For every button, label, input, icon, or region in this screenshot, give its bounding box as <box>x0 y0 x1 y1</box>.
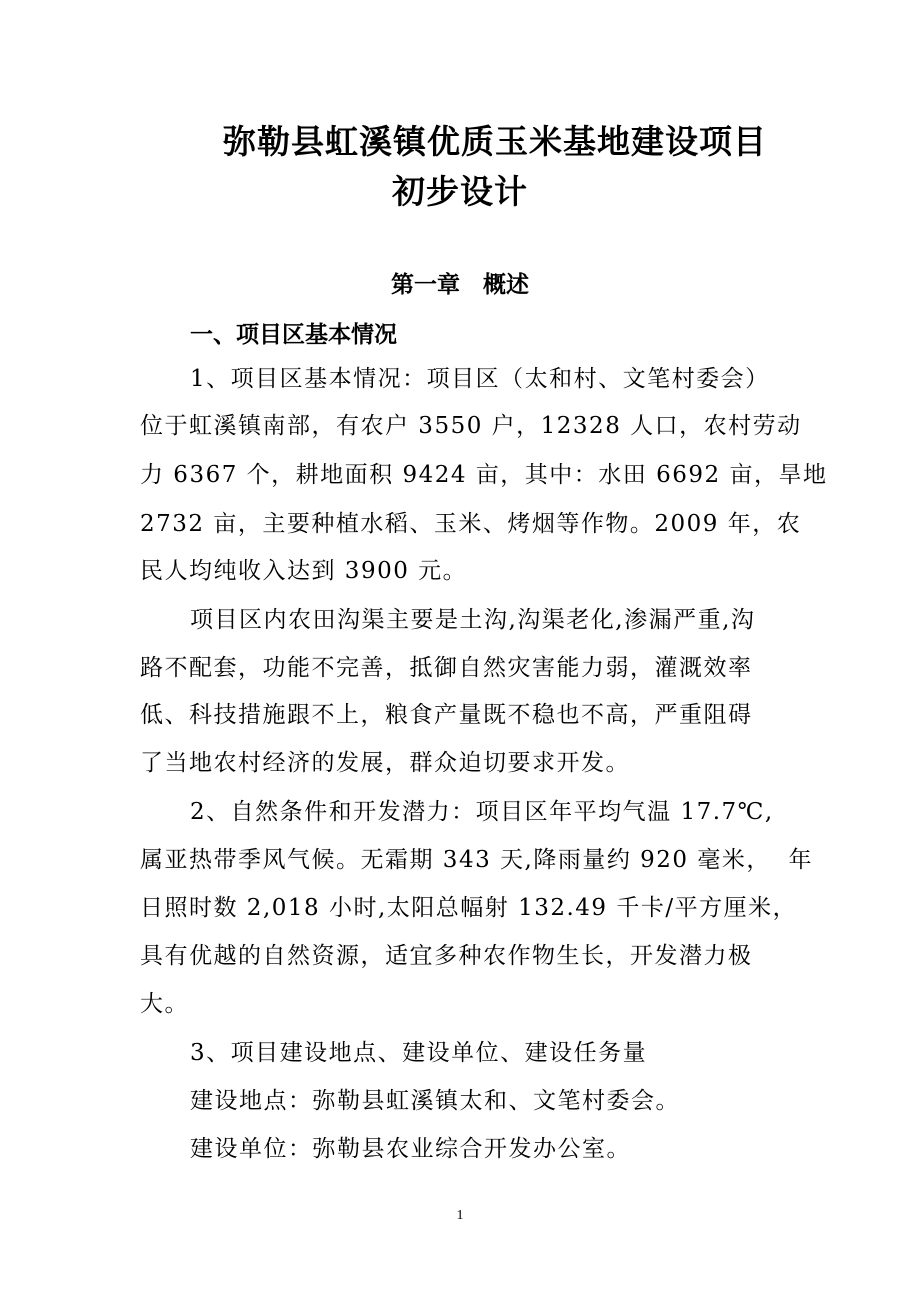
paragraph-2-line-3: 低、科技措施跟不上，粮食产量既不稳也不高，严重阻碍 <box>140 702 753 728</box>
paragraph-3-line-3: 日照时数 2,018 小时,太阳总幅射 132.49 千卡/平方厘米， <box>140 895 798 921</box>
chapter-heading: 第一章 概述 <box>391 272 529 298</box>
paragraph-2-line-1: 项目区内农田沟渠主要是土沟,沟渠老化,渗漏严重,沟 <box>190 607 756 633</box>
paragraph-1-line-2: 位于虹溪镇南部，有农户 3550 户，12328 人口，农村劳动 <box>140 413 802 439</box>
paragraph-1-line-5: 民人均纯收入达到 3900 元。 <box>140 558 468 584</box>
page-number: 1 <box>456 1208 464 1223</box>
paragraph-3-line-2: 属亚热带季风气候。无霜期 343 天,降雨量约 920 毫米， 年 <box>140 847 813 873</box>
document-title-line2: 初步设计 <box>392 172 528 211</box>
document-title-line1: 弥勒县虹溪镇优质玉米基地建设项目 <box>223 122 767 161</box>
paragraph-1-line-1: 1、项目区基本情况：项目区（太和村、文笔村委会） <box>190 366 770 392</box>
paragraph-2-line-4: 了当地农村经济的发展，群众迫切要求开发。 <box>140 750 630 776</box>
paragraph-3-line-5: 大。 <box>140 991 189 1017</box>
paragraph-1-line-3: 力 6367 个，耕地面积 9424 亩，其中：水田 6692 亩，旱地 <box>140 462 828 488</box>
paragraph-5: 建设地点：弥勒县虹溪镇太和、文笔村委会。 <box>190 1088 680 1114</box>
paragraph-3-line-4: 具有优越的自然资源，适宜多种农作物生长，开发潜力极 <box>140 943 753 969</box>
paragraph-6: 建设单位：弥勒县农业综合开发办公室。 <box>190 1136 631 1162</box>
paragraph-3-line-1: 2、自然条件和开发潜力：项目区年平均气温 17.7℃, <box>190 799 774 825</box>
paragraph-1-line-4: 2732 亩，主要种植水稻、玉米、烤烟等作物。2009 年，农 <box>140 511 802 537</box>
section-heading: 一、项目区基本情况 <box>190 322 397 348</box>
paragraph-2-line-2: 路不配套，功能不完善，抵御自然灾害能力弱，灌溉效率 <box>140 655 753 681</box>
paragraph-4: 3、项目建设地点、建设单位、建设任务量 <box>190 1040 648 1066</box>
